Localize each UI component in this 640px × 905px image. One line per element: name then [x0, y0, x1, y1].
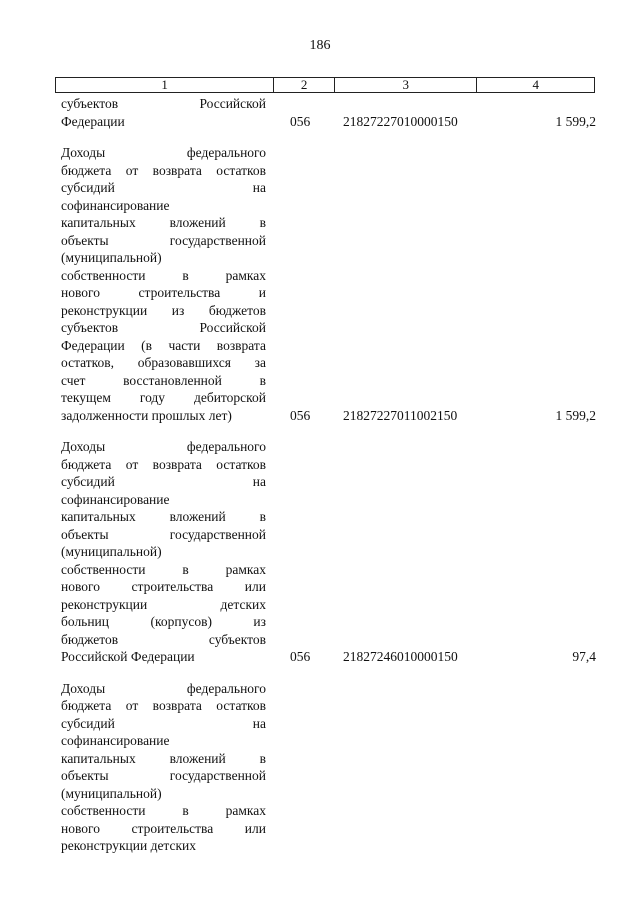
description-line: субсидий на: [61, 715, 266, 731]
table-row: [61, 680, 601, 855]
description-line: бюджета от возврата остатков: [61, 162, 266, 178]
header-column-2: 2: [274, 78, 335, 92]
row-description: [61, 438, 266, 666]
description-line: реконструкции детских: [61, 596, 266, 612]
description-line: больниц (корпусов) из: [61, 614, 266, 629]
description-line: субъектов Российской: [61, 96, 266, 111]
row-description: [61, 680, 266, 855]
description-line: Федерации: [61, 113, 125, 129]
budget-classification-code: 21827227011002150: [343, 407, 458, 423]
budget-classification-code: 21827246010000150: [343, 649, 458, 664]
description-line: счет восстановленной в: [61, 372, 266, 388]
description-line: нового строительства или: [61, 820, 266, 836]
table-row: [61, 438, 601, 666]
description-line: Федерации (в части возврата: [61, 337, 266, 353]
description-line: софинансирование: [61, 197, 170, 213]
header-column-1: 1: [56, 78, 274, 92]
amount: 97,4: [572, 649, 596, 664]
admin-code: 056: [290, 649, 311, 664]
description-line: объекты государственной: [61, 232, 266, 248]
admin-code: 056: [290, 407, 311, 423]
description-line: собственности в рамках: [61, 561, 266, 577]
page-number: 186: [309, 38, 331, 53]
description-line: задолженности прошлых лет): [61, 407, 232, 423]
table-row: [61, 144, 601, 424]
header-column-4: 4: [532, 77, 539, 92]
description-line: капитальных вложений в: [61, 750, 266, 766]
table-header: [55, 77, 595, 93]
description-line: нового строительства или: [61, 579, 266, 594]
budget-classification-code: 21827227010000150: [343, 113, 458, 129]
description-line: Доходы федерального: [61, 145, 266, 160]
description-line: (муниципальной): [61, 544, 162, 559]
description-line: остатков, образовавшихся за: [61, 355, 266, 370]
description-line: капитальных вложений в: [61, 509, 266, 524]
description-line: капитальных вложений в: [61, 215, 266, 230]
description-line: (муниципальной): [61, 785, 162, 801]
table-body: [61, 95, 601, 869]
description-line: текущем году дебиторской: [61, 390, 266, 405]
description-line: объекты государственной: [61, 768, 266, 783]
table-row: [61, 95, 601, 130]
header-column-3: 3: [335, 78, 477, 92]
description-line: реконструкции из бюджетов: [61, 302, 266, 318]
description-line: собственности в рамках: [61, 267, 266, 283]
row-description: [61, 95, 266, 130]
description-line: бюджета от возврата остатков: [61, 456, 266, 472]
admin-code: 056: [290, 113, 311, 129]
description-line: бюджетов субъектов: [61, 631, 266, 647]
description-line: субъектов Российской: [61, 320, 266, 335]
amount: 1 599,2: [555, 407, 596, 423]
description-line: софинансирование: [61, 733, 170, 748]
description-line: нового строительства и: [61, 285, 266, 300]
description-line: реконструкции детских: [61, 838, 197, 853]
description-line: Доходы федерального: [61, 439, 266, 454]
description-line: собственности в рамках: [61, 803, 266, 818]
description-line: Доходы федерального: [61, 680, 266, 696]
amount: 1 599,2: [555, 113, 596, 129]
description-line: Российской Федерации: [61, 649, 195, 664]
description-line: объекты государственной: [61, 526, 266, 542]
description-line: субсидий на: [61, 474, 266, 489]
description-line: (муниципальной): [61, 250, 162, 265]
description-line: бюджета от возврата остатков: [61, 698, 266, 713]
description-line: софинансирование: [61, 491, 170, 507]
row-description: [61, 144, 266, 424]
description-line: субсидий на: [61, 180, 266, 195]
